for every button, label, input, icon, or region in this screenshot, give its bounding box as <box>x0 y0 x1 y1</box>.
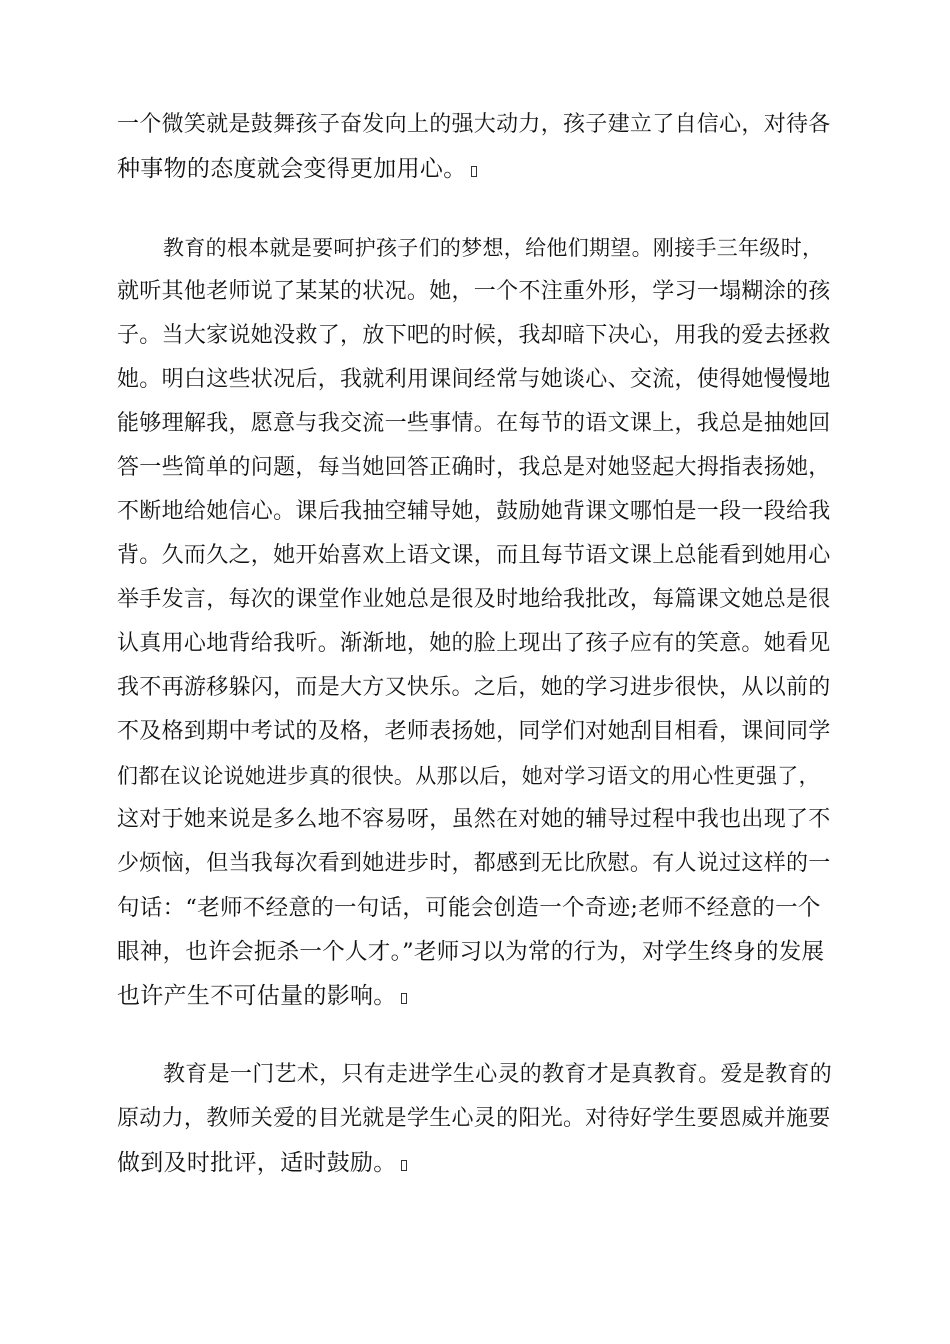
text-line: 能够理解我，愿意与我交流一些事情。在每节的语文课上，我总是抽她回 <box>117 411 831 436</box>
text-line: 这对于她来说是多么地不容易呀，虽然在对她的辅导过程中我也出现了不 <box>117 807 831 832</box>
paragraph-gap <box>117 1018 835 1053</box>
text-line: 不及格到期中考试的及格，老师表扬她，同学们对她刮目相看，课间同学 <box>117 719 831 744</box>
paragraph-3 <box>117 1053 835 1185</box>
text-line: 原动力，教师关爱的目光就是学生心灵的阳光。对待好学生要恩威并施要 <box>117 1106 831 1131</box>
document-body <box>117 103 835 1185</box>
text-line <box>117 1141 835 1185</box>
text-line-content: 种事物的态度就会变得更加用心。 <box>117 156 467 182</box>
text-line: 我不再游移躲闪，而是大方又快乐。之后，她的学习进步很快，从以前的 <box>117 675 831 700</box>
paragraph-mark-icon <box>401 993 407 1004</box>
text-line: 教育的根本就是要呵护孩子们的梦想，给他们期望。刚接手三年级时， <box>163 236 824 260</box>
text-line: 不断地给她信心。课后我抽空辅导她，鼓励她背课文哪怕是一段一段给我 <box>117 499 831 524</box>
paragraph-mark-icon <box>401 1160 407 1171</box>
text-line: 答一些简单的问题，每当她回答正确时，我总是对她竖起大拇指表扬她， <box>117 455 831 480</box>
text-line: 就听其他老师说了某某的状况。她，一个不注重外形，学习一塌糊涂的孩 <box>117 279 831 304</box>
text-line: 眼神，也许会扼杀一个人才。”老师习以为常的行为，对学生终身的发展 <box>117 939 825 965</box>
text-line: 们都在议论说她进步真的很快。从那以后，她对学习语文的用心性更强了， <box>117 764 820 788</box>
text-line: 她。明白这些状况后，我就利用课间经常与她谈心、交流，使得她慢慢地 <box>117 367 831 392</box>
paragraph-1 <box>117 103 835 191</box>
text-line-content: 也许产生不可估量的影响。 <box>117 983 397 1009</box>
text-line: 句话：“老师不经意的一句话，可能会创造一个奇迹;老师不经意的一个 <box>117 895 821 921</box>
paragraph-mark-icon <box>471 166 477 177</box>
text-line: 举手发言，每次的课堂作业她总是很及时地给我批改，每篇课文她总是很 <box>117 587 831 612</box>
text-line-content: 做到及时批评，适时鼓励。 <box>117 1150 397 1176</box>
text-line: 背。久而久之，她开始喜欢上语文课，而且每节语文课上总能看到她用心 <box>117 543 831 568</box>
text-line: 认真用心地背给我听。渐渐地，她的脸上现出了孩子应有的笑意。她看见 <box>117 631 831 656</box>
text-line <box>117 974 835 1018</box>
text-line <box>117 147 835 191</box>
paragraph-gap <box>117 191 835 226</box>
text-line: 少烦恼，但当我每次看到她进步时，都感到无比欣慰。有人说过这样的一 <box>117 851 831 876</box>
text-line: 一个微笑就是鼓舞孩子奋发向上的强大动力，孩子建立了自信心，对待各 <box>117 112 831 137</box>
paragraph-2 <box>117 226 835 1018</box>
text-line: 子。当大家说她没救了，放下吧的时候，我却暗下决心，用我的爱去拯救 <box>117 323 831 348</box>
text-line: 教育是一门艺术，只有走进学生心灵的教育才是真教育。爱是教育的 <box>163 1062 833 1087</box>
